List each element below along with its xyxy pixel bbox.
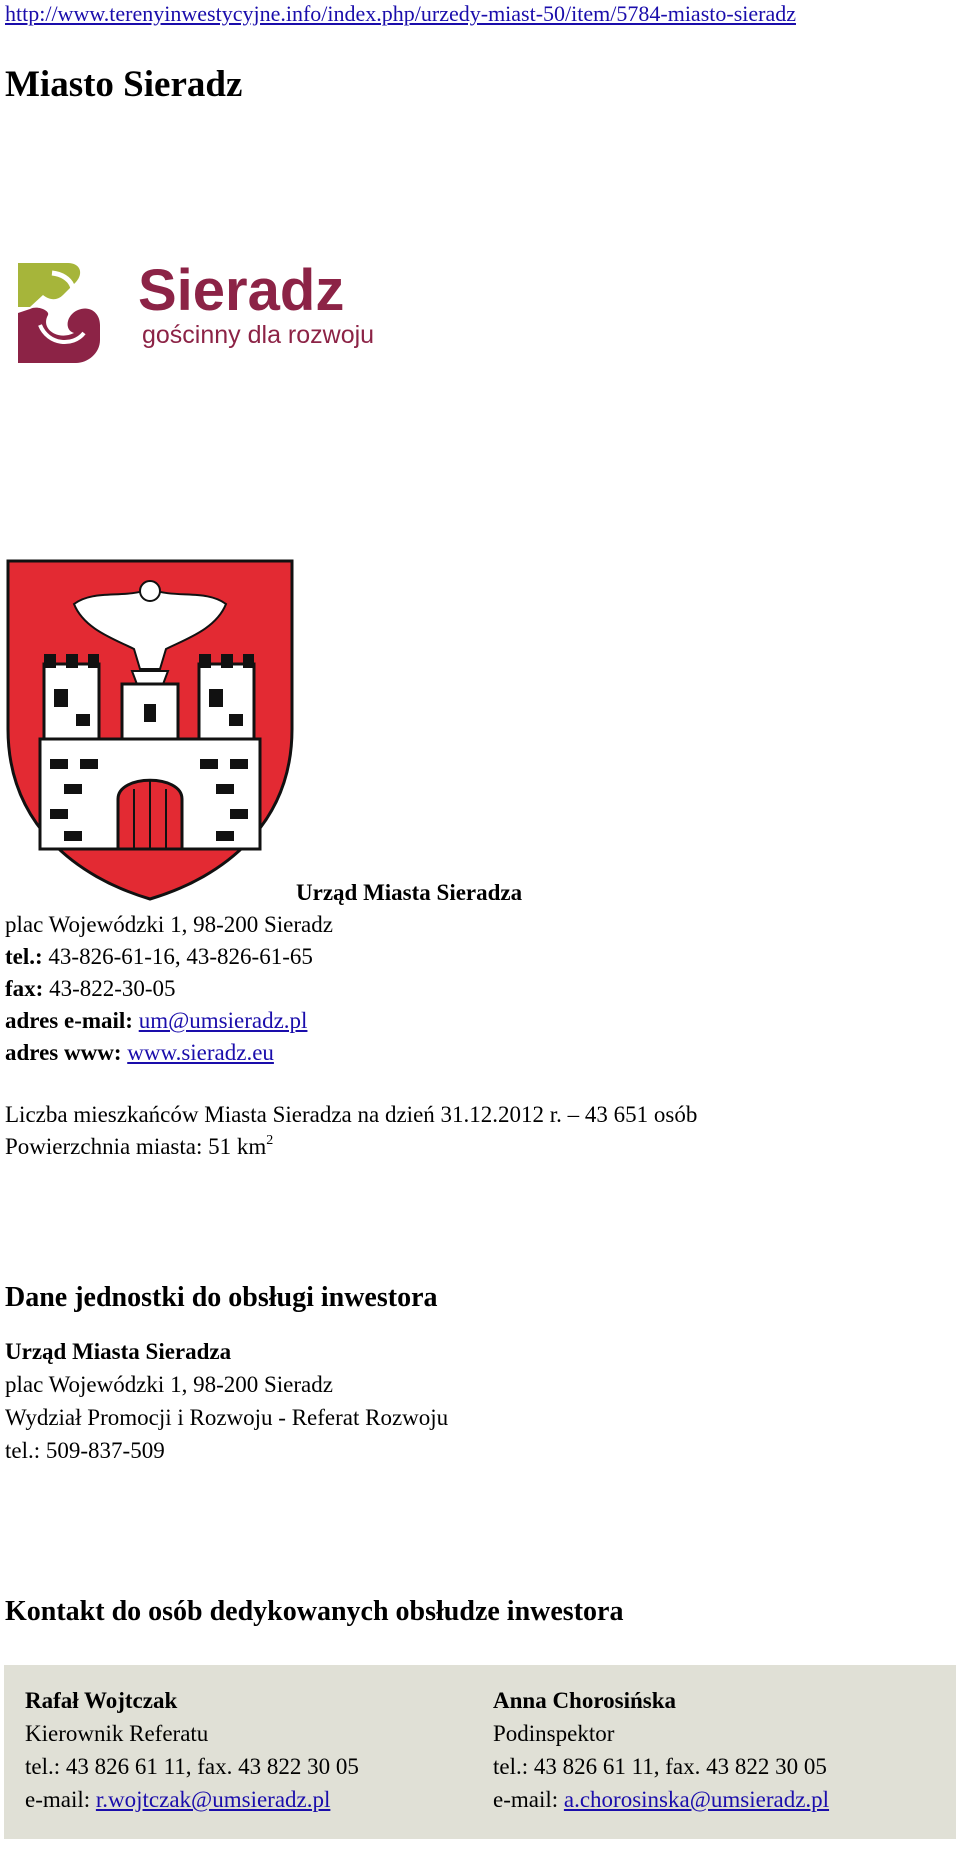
area-text [5, 1132, 273, 1162]
area-unit-superscript: 2 [266, 1133, 274, 1148]
area-value: Powierzchnia miasta: 51 km [5, 1134, 267, 1159]
office-www-line [5, 1038, 274, 1068]
sieradz-logo-graphic [18, 255, 403, 370]
office-address: plac Wojewódzki 1, 98-200 Sieradz [5, 912, 333, 937]
office-email-line [5, 1006, 307, 1036]
contact-role: Podinspektor [493, 1721, 615, 1746]
contact-email-label: e-mail: [493, 1787, 564, 1812]
contacts-table [4, 1665, 956, 1839]
contact-email-line [25, 1783, 359, 1816]
tel-label: tel.: [5, 944, 43, 969]
contact-email-link[interactable]: a.chorosinska@umsieradz.pl [563, 1787, 830, 1812]
logo-tagline: gościnny dla rozwoju [142, 321, 375, 349]
contact-card [493, 1684, 829, 1816]
logo-text-main: Sieradz [138, 258, 345, 323]
office-name-heading: Urząd Miasta Sieradza [296, 880, 523, 905]
investor-unit-department: Wydział Promocji i Rozwoju - Referat Rozwoju [5, 1405, 449, 1430]
fax-value: 43-822-30-05 [43, 976, 176, 1001]
tel-value: 43-826-61-16, 43-826-61-65 [42, 944, 313, 969]
coat-of-arms-image [4, 559, 296, 901]
contact-name: Anna Chorosińska [493, 1688, 677, 1713]
contact-name: Rafał Wojtczak [25, 1688, 178, 1713]
fax-label: fax: [5, 976, 44, 1001]
office-email-link[interactable]: um@umsieradz.pl [138, 1008, 308, 1033]
www-label: adres www: [5, 1040, 122, 1065]
contact-email-label: e-mail: [25, 1787, 96, 1812]
contact-card [25, 1684, 359, 1816]
investor-unit-tel: tel.: 509-837-509 [5, 1438, 165, 1463]
contacts-heading: Kontakt do osób dedykowanych obsłudze inwestora [5, 1596, 624, 1627]
investor-unit-name: Urząd Miasta Sieradza [5, 1339, 232, 1364]
population-text: Liczba mieszkańców Miasta Sieradza na dzień 31.12.2012 r. – 43 651 osób [5, 1102, 698, 1127]
source-url-link[interactable]: http://www.terenyinwestycyjne.info/index.php/urzedy-miast-50/item/5784-miasto-sieradz [5, 1, 796, 26]
office-tel-line [5, 942, 313, 972]
contact-email-line [493, 1783, 829, 1816]
office-www-link[interactable]: www.sieradz.eu [127, 1040, 274, 1065]
page-title: Miasto Sieradz [5, 64, 243, 105]
investor-unit-address: plac Wojewódzki 1, 98-200 Sieradz [5, 1372, 333, 1397]
investor-unit-heading: Dane jednostki do obsługi inwestora [5, 1282, 438, 1313]
office-fax-line [5, 974, 176, 1004]
contact-role: Kierownik Referatu [25, 1721, 209, 1746]
contact-phone: tel.: 43 826 61 11, fax. 43 822 30 05 [25, 1754, 359, 1779]
email-label: adres e-mail: [5, 1008, 133, 1033]
contact-phone: tel.: 43 826 61 11, fax. 43 822 30 05 [493, 1754, 827, 1779]
sieradz-logo [18, 255, 403, 370]
contact-email-link[interactable]: r.wojtczak@umsieradz.pl [95, 1787, 331, 1812]
